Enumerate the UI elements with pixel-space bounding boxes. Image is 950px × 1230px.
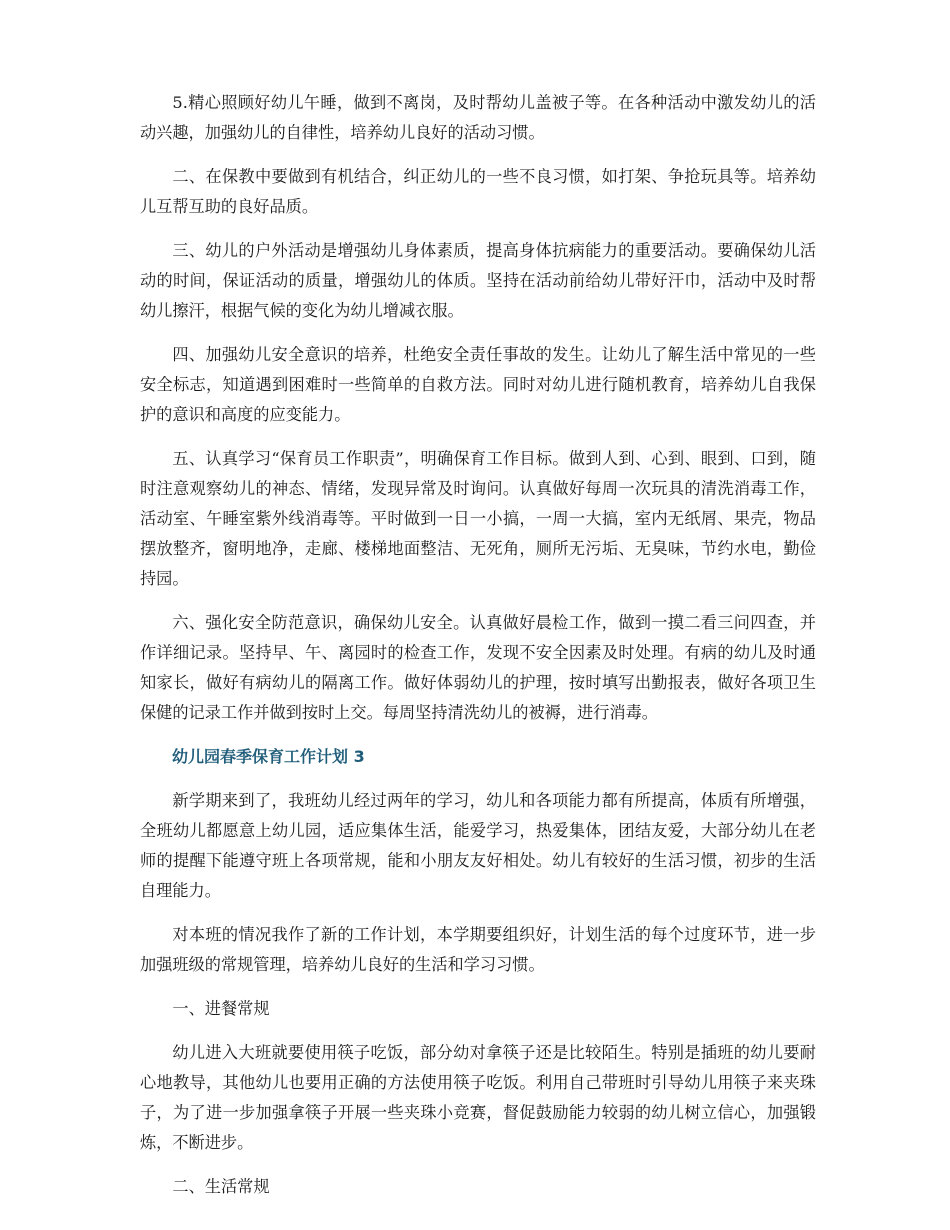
paragraph-outdoor-activity: 三、幼儿的户外活动是增强幼儿身体素质，提高身体抗病能力的重要活动。要确保幼儿活动的时间，保证活动的质量，增强幼儿的体质。坚持在活动前给幼儿带好汗巾，活动中及时帮幼儿擦汗，根据气候的变化为幼儿增减衣服。 [140,241,816,320]
subheading-meal-routine: 一、进餐常规 [172,999,270,1018]
paragraph-safety-awareness: 四、加强幼儿安全意识的培养，杜绝安全责任事故的发生。让幼儿了解生活中常见的一些安全标志，知道遇到困难时一些简单的自救方法。同时对幼儿进行随机教育，培养幼儿自我保护的意识和高度的应变能力。 [140,345,816,424]
paragraph-nap-care: 5.精心照顾好幼儿午睡，做到不离岗，及时帮幼儿盖被子等。在各种活动中激发幼儿的活动兴趣，加强幼儿的自律性，培养幼儿良好的活动习惯。 [140,93,816,142]
subheading-life-routine: 二、生活常规 [172,1177,270,1196]
paragraph-new-semester: 新学期来到了，我班幼儿经过两年的学习，幼儿和各项能力都有所提高，体质有所增强，全班幼儿都愿意上幼儿园，适应集体生活，能爱学习，热爱集体，团结友爱，大部分幼儿在老师的提醒下能遵守班上各项常规，能和小朋友友好相处。幼儿有较好的生活习惯，初步的生活自理能力。 [140,791,816,900]
paragraph-safety-precautions: 六、强化安全防范意识，确保幼儿安全。认真做好晨检工作，做到一摸二看三问四查，并作详细记录。坚持早、午、离园时的检查工作，发现不安全因素及时处理。有病的幼儿及时通知家长，做好有病幼儿的隔离工作。做好体弱幼儿的护理，按时填写出勤报表，做好各项卫生保健的记录工作并做到按时上交。每周坚持清洗幼儿的被褥，进行消毒。 [140,613,816,722]
section-title: 幼儿园春季保育工作计划 3 [172,747,365,766]
paragraph-work-plan: 对本班的情况我作了新的工作计划，本学期要组织好，计划生活的每个过度环节，进一步加强班级的常规管理，培养幼儿良好的生活和学习习惯。 [140,925,816,974]
paragraph-chopsticks: 幼儿进入大班就要使用筷子吃饭，部分幼对拿筷子还是比较陌生。特别是插班的幼儿要耐心地教导，其他幼儿也要用正确的方法使用筷子吃饭。利用自己带班时引导幼儿用筷子来夹珠子，为了进一步加强拿筷子开展一些夹珠小竞赛，督促鼓励能力较弱的幼儿树立信心，加强锻炼，不断进步。 [140,1043,816,1152]
paragraph-habits: 二、在保教中要做到有机结合，纠正幼儿的一些不良习惯，如打架、争抢玩具等。培养幼儿互帮互助的良好品质。 [140,167,816,216]
paragraph-duties: 五、认真学习“保育员工作职责”，明确保育工作目标。做到人到、心到、眼到、口到，随时注意观察幼儿的神态、情绪，发现异常及时询问。认真做好每周一次玩具的清洗消毒工作，活动室、午睡室紫外线消毒等。平时做到一日一小搞，一周一大搞，室内无纸屑、果壳，物品摆放整齐，窗明地净，走廊、楼梯地面整洁、无死角，厕所无污垢、无臭味，节约水电，勤俭持园。 [140,449,816,588]
document-page [140,88,816,1216]
